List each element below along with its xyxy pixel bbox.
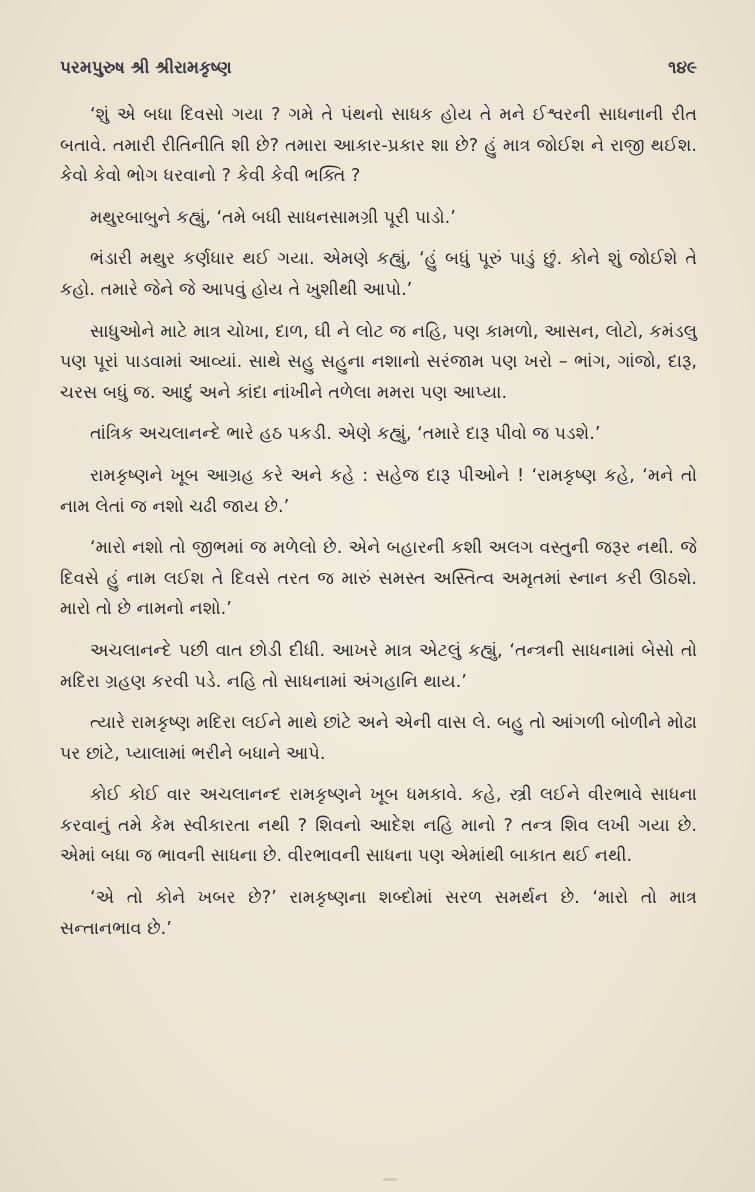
page-smudge [383, 1178, 397, 1181]
paragraph: ‘એ તો કોને ખબર છે?’ રામકૃષ્ણના શબ્દોમાં સરળ સમર્થન છે. ‘મારો તો માત્ર સન્તાનભાવ છે.’ [60, 888, 697, 939]
paragraph: રામકૃષ્ણને ખૂબ આગ્રહ કરે અને કહે : સહેજ દારૂ પીઓને ! ‘રામકૃષ્ણ કહે, ‘મને તો નામ લેતાં જ નશો ચઢી જાય છે.’ [60, 465, 697, 517]
paragraph: અચલાનન્દે પછી વાત છોડી દીધી. આખરે માત્ર એટલું કહ્યું, ‘તન્ત્રની સાધનામાં બેસો તો મદિરા ગ્રહણ કરવી પડે. નહિ તો સાધનામાં અંગહાનિ થાય.’ [60, 640, 697, 692]
running-header [60, 58, 697, 78]
paragraph: તાંત્રિક અચલાનન્દે ભારે હઠ પકડી. એણે કહ્યું, ‘તમારે દારૂ પીવો જ પડશે.’ [90, 424, 601, 445]
paragraph: સાધુઓને માટે માત્ર ચોખા, દાળ, ઘી ને લોટ જ નહિ, પણ કામળો, આસન, લોટો, કમંડલુ પણ પૂરાં પાડવામાં આવ્યાં. સાથે સહુ સહુના નશાનો સરંજામ પણ ખરો – ભાંગ, ગાંજો, દારૂ, ચરસ બધું જ. આદું અને કાંદા નાંખીને તળેલા મમરા પણ આપ્યા. [60, 321, 697, 403]
paragraph: ‘મારો નશો તો જીભમાં જ મળેલો છે. એને બહારની કશી અલગ વસ્તુની જરૂર નથી. જે દિવસે હું નામ લઈશ તે દિવસે તરત જ મારું સમસ્ત અસ્તિત્વ અમૃતમાં સ્નાન કરી ઊઠશે. મારો તો છે નામનો નશો.’ [60, 538, 697, 620]
paragraph: કોઈ કોઈ વાર અચલાનન્દ રામકૃષ્ણને ખૂબ ધમકાવે. કહે, સ્ત્રી લઈને વીરભાવે સાધના કરવાનું તમે કેમ સ્વીકારતા નથી ? શિવનો આદેશ નહિ માનો ? તન્ત્ર શિવ લખી ગયા છે. એમાં બધા જ ભાવની સાધના છે. વીરભાવની સાધના પણ એમાંથી બાકાત થઈ નથી. [60, 785, 697, 867]
paragraph: ‘શું એ બધા દિવસો ગયા ? ગમે તે પંથનો સાધક હોય તે મને ઈશ્વરની સાધનાની રીત બતાવે. તમારી રીતિનીતિ શી છે? તમારા આકાર-પ્રકાર શા છે? હું માત્ર જોઈશ ને રાજી થઈશ. કેવો કેવો ભોગ ધરવાનો ? કેવી કેવી ભક્તિ ? [60, 105, 697, 187]
running-title: પરમપુરુષ શ્રી શ્રીરામકૃષ્ણ [60, 58, 232, 78]
paragraph: ત્યારે રામકૃષ્ણ મદિરા લઈને માથે છાંટે અને એની વાસ લે. બહુ તો આંગળી બોળીને મોઢા પર છાંટે, પ્યાલામાં ભરીને બધાને આપે. [60, 713, 697, 764]
paragraph: મથુરબાબુને કહ્યું, ‘તમે બધી સાધનસામગ્રી પૂરી પાડો.’ [90, 207, 456, 228]
paragraph: ભંડારી મથુર કર્ણધાર થઈ ગયા. એમણે કહ્યું, ‘હું બધું પૂરું પાડું છું. કોને શું જોઈશે તે કહો. તમારે જેને જે આપવું હોય તે ખુશીથી આપો.’ [60, 249, 697, 300]
body-text [60, 100, 697, 955]
page-number: ૧૪૯ [668, 58, 697, 78]
